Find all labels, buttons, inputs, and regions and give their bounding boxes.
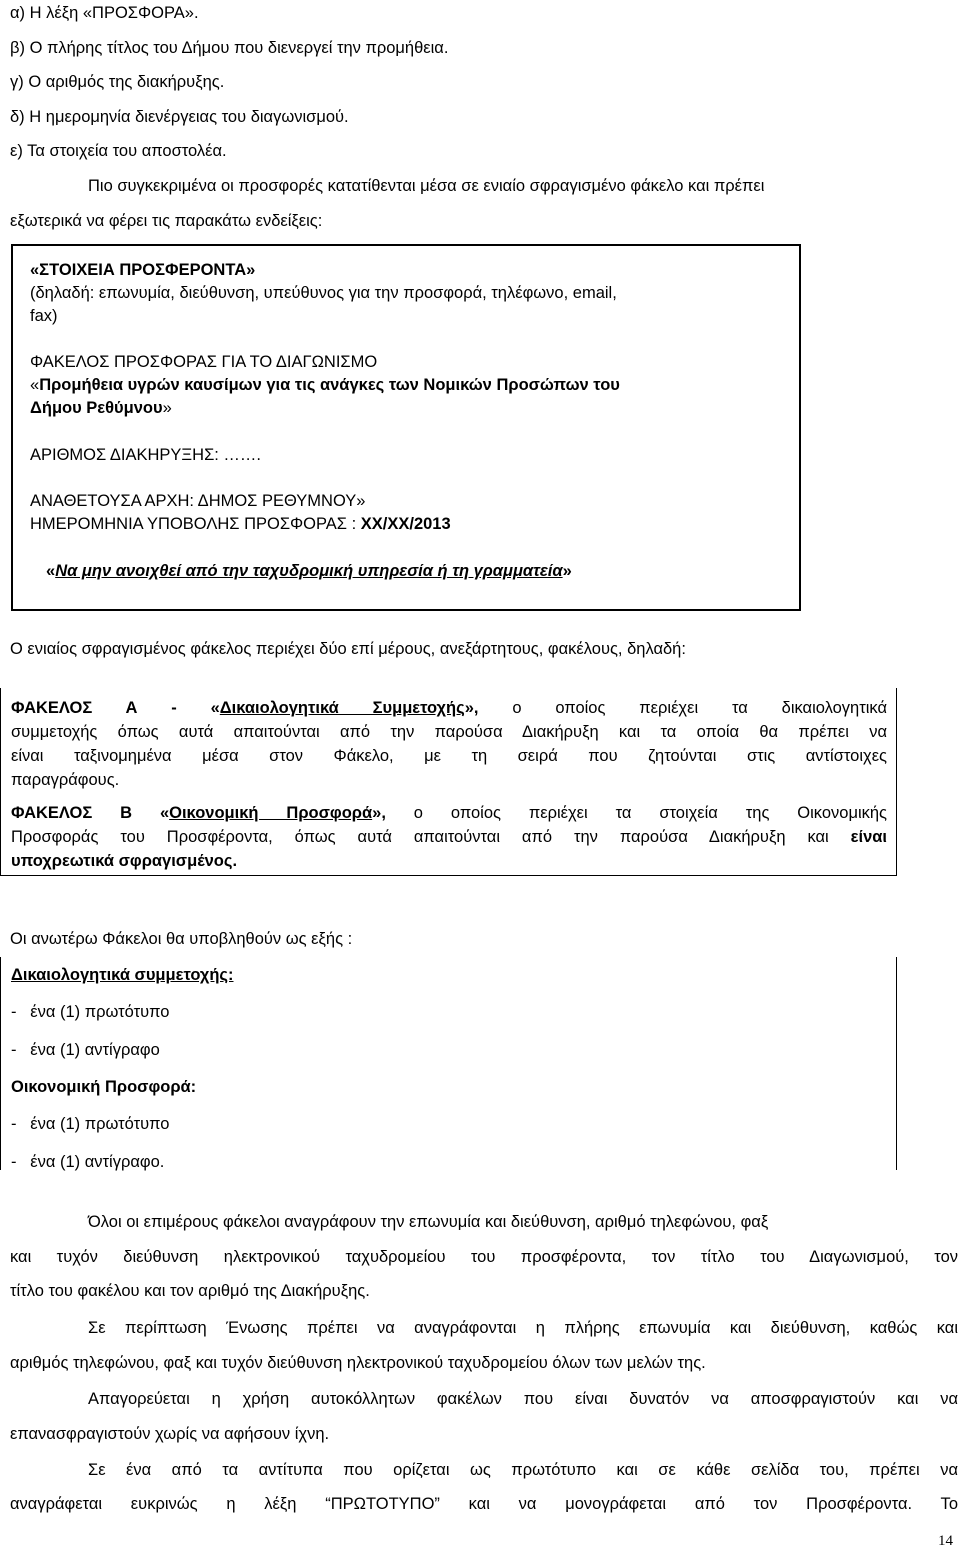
- list-item-c: γ) Ο αριθμός της διακήρυξης.: [10, 73, 225, 91]
- folders-box: [0, 688, 897, 876]
- folder-b-line-3: υποχρεωτικά σφραγισμένος.: [11, 852, 238, 870]
- folder-b-close: »,: [372, 804, 386, 822]
- list-item-a: α) Η λέξη «ΠΡΟΣΦΟΡΑ».: [10, 4, 199, 22]
- paragraph-3-line-2: επανασφραγιστούν χωρίς να αφήσουν ίχνη.: [10, 1425, 330, 1443]
- paragraph-2-line-1: Σε περίπτωση Ένωσης πρέπει να αναγράφονται η πλήρης επωνυμία και διεύθυνση, καθώς και: [88, 1319, 958, 1337]
- subject-line-1: [30, 375, 620, 395]
- warning-close-quote: »: [562, 562, 572, 580]
- submission-date-value: ΧΧ/ΧΧ/2013: [360, 515, 451, 533]
- folder-b-line-2-text: Προσφοράς του Προσφέροντα, όπως αυτά απαιτούνται από την παρούσα Διακήρυξη και: [11, 828, 851, 846]
- folder-a-label: ΦΑΚΕΛΟΣ Α - «: [11, 699, 220, 717]
- notice-number: ΑΡΙΘΜΟΣ ΔΙΑΚΗΡΥΞΗΣ: …….: [30, 446, 262, 464]
- folder-a-line-3: είναι ταξινομημένα μέσα στον Φάκελο, με τη σειρά που ζητούνται στις αντίστοιχες: [11, 747, 887, 765]
- page-number: 14: [938, 1533, 953, 1549]
- offer-copy: - ένα (1) αντίγραφο.: [11, 1153, 165, 1171]
- docs-original: - ένα (1) πρωτότυπο: [11, 1003, 170, 1021]
- subject-open-quote: «: [30, 376, 40, 394]
- contains-sentence: Ο ενιαίος σφραγισμένος φάκελος περιέχει δύο επί μέρους, ανεξάρτητους, φακέλους, δηλαδή:: [10, 640, 686, 658]
- contracting-authority: ΑΝΑΘΕΤΟΥΣΑ ΑΡΧΗ: ΔΗΜΟΣ ΡΕΘΥΜΝΟΥ»: [30, 492, 366, 510]
- docs-title: Δικαιολογητικά συμμετοχής:: [11, 966, 234, 984]
- paragraph-1-line-1: Όλοι οι επιμέρους φάκελοι αναγράφουν την επωνυμία και διεύθυνση, αριθμό τηλεφώνου, φαξ: [88, 1213, 769, 1231]
- folder-a-line-2: συμμετοχής όπως αυτά απαιτούνται από την παρούσα Διακήρυξη και τα οποία θα πρέπει να: [11, 723, 887, 741]
- envelope-label-box: [11, 244, 801, 611]
- submission-heading: Οι ανωτέρω Φάκελοι θα υποβληθούν ως εξής :: [10, 930, 353, 948]
- intro-line-2: εξωτερικά να φέρει τις παρακάτω ενδείξεις:: [10, 212, 323, 230]
- folder-a-title: Δικαιολογητικά Συμμετοχής: [219, 699, 465, 717]
- paragraph-4-line-1: Σε ένα από τα αντίτυπα που ορίζεται ως πρωτότυπο και σε κάθε σελίδα του, πρέπει να: [88, 1461, 958, 1479]
- folder-a-rest: ο οποίος περιέχει τα δικαιολογητικά: [478, 699, 887, 717]
- intro-line-1: Πιο συγκεκριμένα οι προσφορές κατατίθενται μέσα σε ενιαίο σφραγισμένο φάκελο και πρέπει: [88, 177, 765, 195]
- list-item-b: β) Ο πλήρης τίτλος του Δήμου που διενεργεί την προμήθεια.: [10, 39, 449, 57]
- sender-title: «ΣΤΟΙΧΕΙΑ ΠΡΟΣΦΕΡΟΝΤΑ»: [30, 261, 256, 279]
- folder-b-title: Οικονομική Προσφορά: [169, 804, 373, 822]
- folder-a-line-1: [11, 698, 887, 718]
- paragraph-3-line-1: Απαγορεύεται η χρήση αυτοκόλλητων φακέλων που είναι δυνατόν να αποσφραγιστούν και να: [88, 1390, 958, 1408]
- subject-close-quote: »: [162, 399, 172, 417]
- folder-title: ΦΑΚΕΛΟΣ ΠΡΟΣΦΟΡΑΣ ΓΙΑ ΤΟ ΔΙΑΓΩΝΙΣΜΟ: [30, 353, 378, 371]
- subject-line-2: [30, 398, 172, 418]
- folder-a-line-4: παραγράφους.: [11, 771, 120, 789]
- submission-date: [30, 514, 451, 534]
- paragraph-4-line-2: αναγράφεται ευκρινώς η λέξη “ΠΡΩΤΟΤΥΠΟ” και να μονογράφεται από τον Προσφέροντα. Το: [10, 1495, 958, 1513]
- folder-a-close: »,: [464, 699, 479, 717]
- docs-copy: - ένα (1) αντίγραφο: [11, 1041, 160, 1059]
- list-item-e: ε) Τα στοιχεία του αποστολέα.: [10, 142, 227, 160]
- paragraph-1-line-2: και τυχόν διεύθυνση ηλεκτρονικού ταχυδρομείου του προσφέροντα, τον τίτλο του Διαγωνισμού, τον: [10, 1248, 958, 1266]
- subject-text-1: Προμήθεια υγρών καυσίμων για τις ανάγκες των Νομικών Προσώπων του: [39, 376, 620, 394]
- offer-original: - ένα (1) πρωτότυπο: [11, 1115, 170, 1133]
- folder-b-label: ΦΑΚΕΛΟΣ Β «: [11, 804, 170, 822]
- folder-b-line-1: [11, 803, 887, 823]
- list-item-d: δ) Η ημερομηνία διενέργειας του διαγωνισμού.: [10, 108, 349, 126]
- warning-text: Να μην ανοιχθεί από την ταχυδρομική υπηρεσία ή τη γραμματεία: [55, 562, 563, 580]
- folder-b-line-2-bold: είναι: [850, 828, 887, 846]
- sender-detail-1: (δηλαδή: επωνυμία, διεύθυνση, υπεύθυνος για την προσφορά, τηλέφωνο, email,: [30, 284, 617, 302]
- folder-b-rest: ο οποίος περιέχει τα στοιχεία της Οικονομικής: [385, 804, 888, 822]
- submission-date-label: ΗΜΕΡΟΜΗΝΙΑ ΥΠΟΒΟΛΗΣ ΠΡΟΣΦΟΡΑΣ :: [30, 515, 361, 533]
- do-not-open-warning: [46, 561, 572, 581]
- submission-box: [0, 957, 897, 1170]
- offer-title: Οικονομική Προσφορά:: [11, 1078, 197, 1096]
- sender-detail-2: fax): [30, 307, 58, 325]
- paragraph-1-line-3: τίτλο του φακέλου και τον αριθμό της Διακήρυξης.: [10, 1282, 370, 1300]
- subject-text-2: Δήμου Ρεθύμνου: [30, 399, 163, 417]
- warning-open-quote: «: [46, 562, 56, 580]
- paragraph-2-line-2: αριθμός τηλεφώνου, φαξ και τυχόν διεύθυνση ηλεκτρονικού ταχυδρομείου όλων των μελών της.: [10, 1354, 706, 1372]
- folder-b-line-2: [11, 827, 887, 847]
